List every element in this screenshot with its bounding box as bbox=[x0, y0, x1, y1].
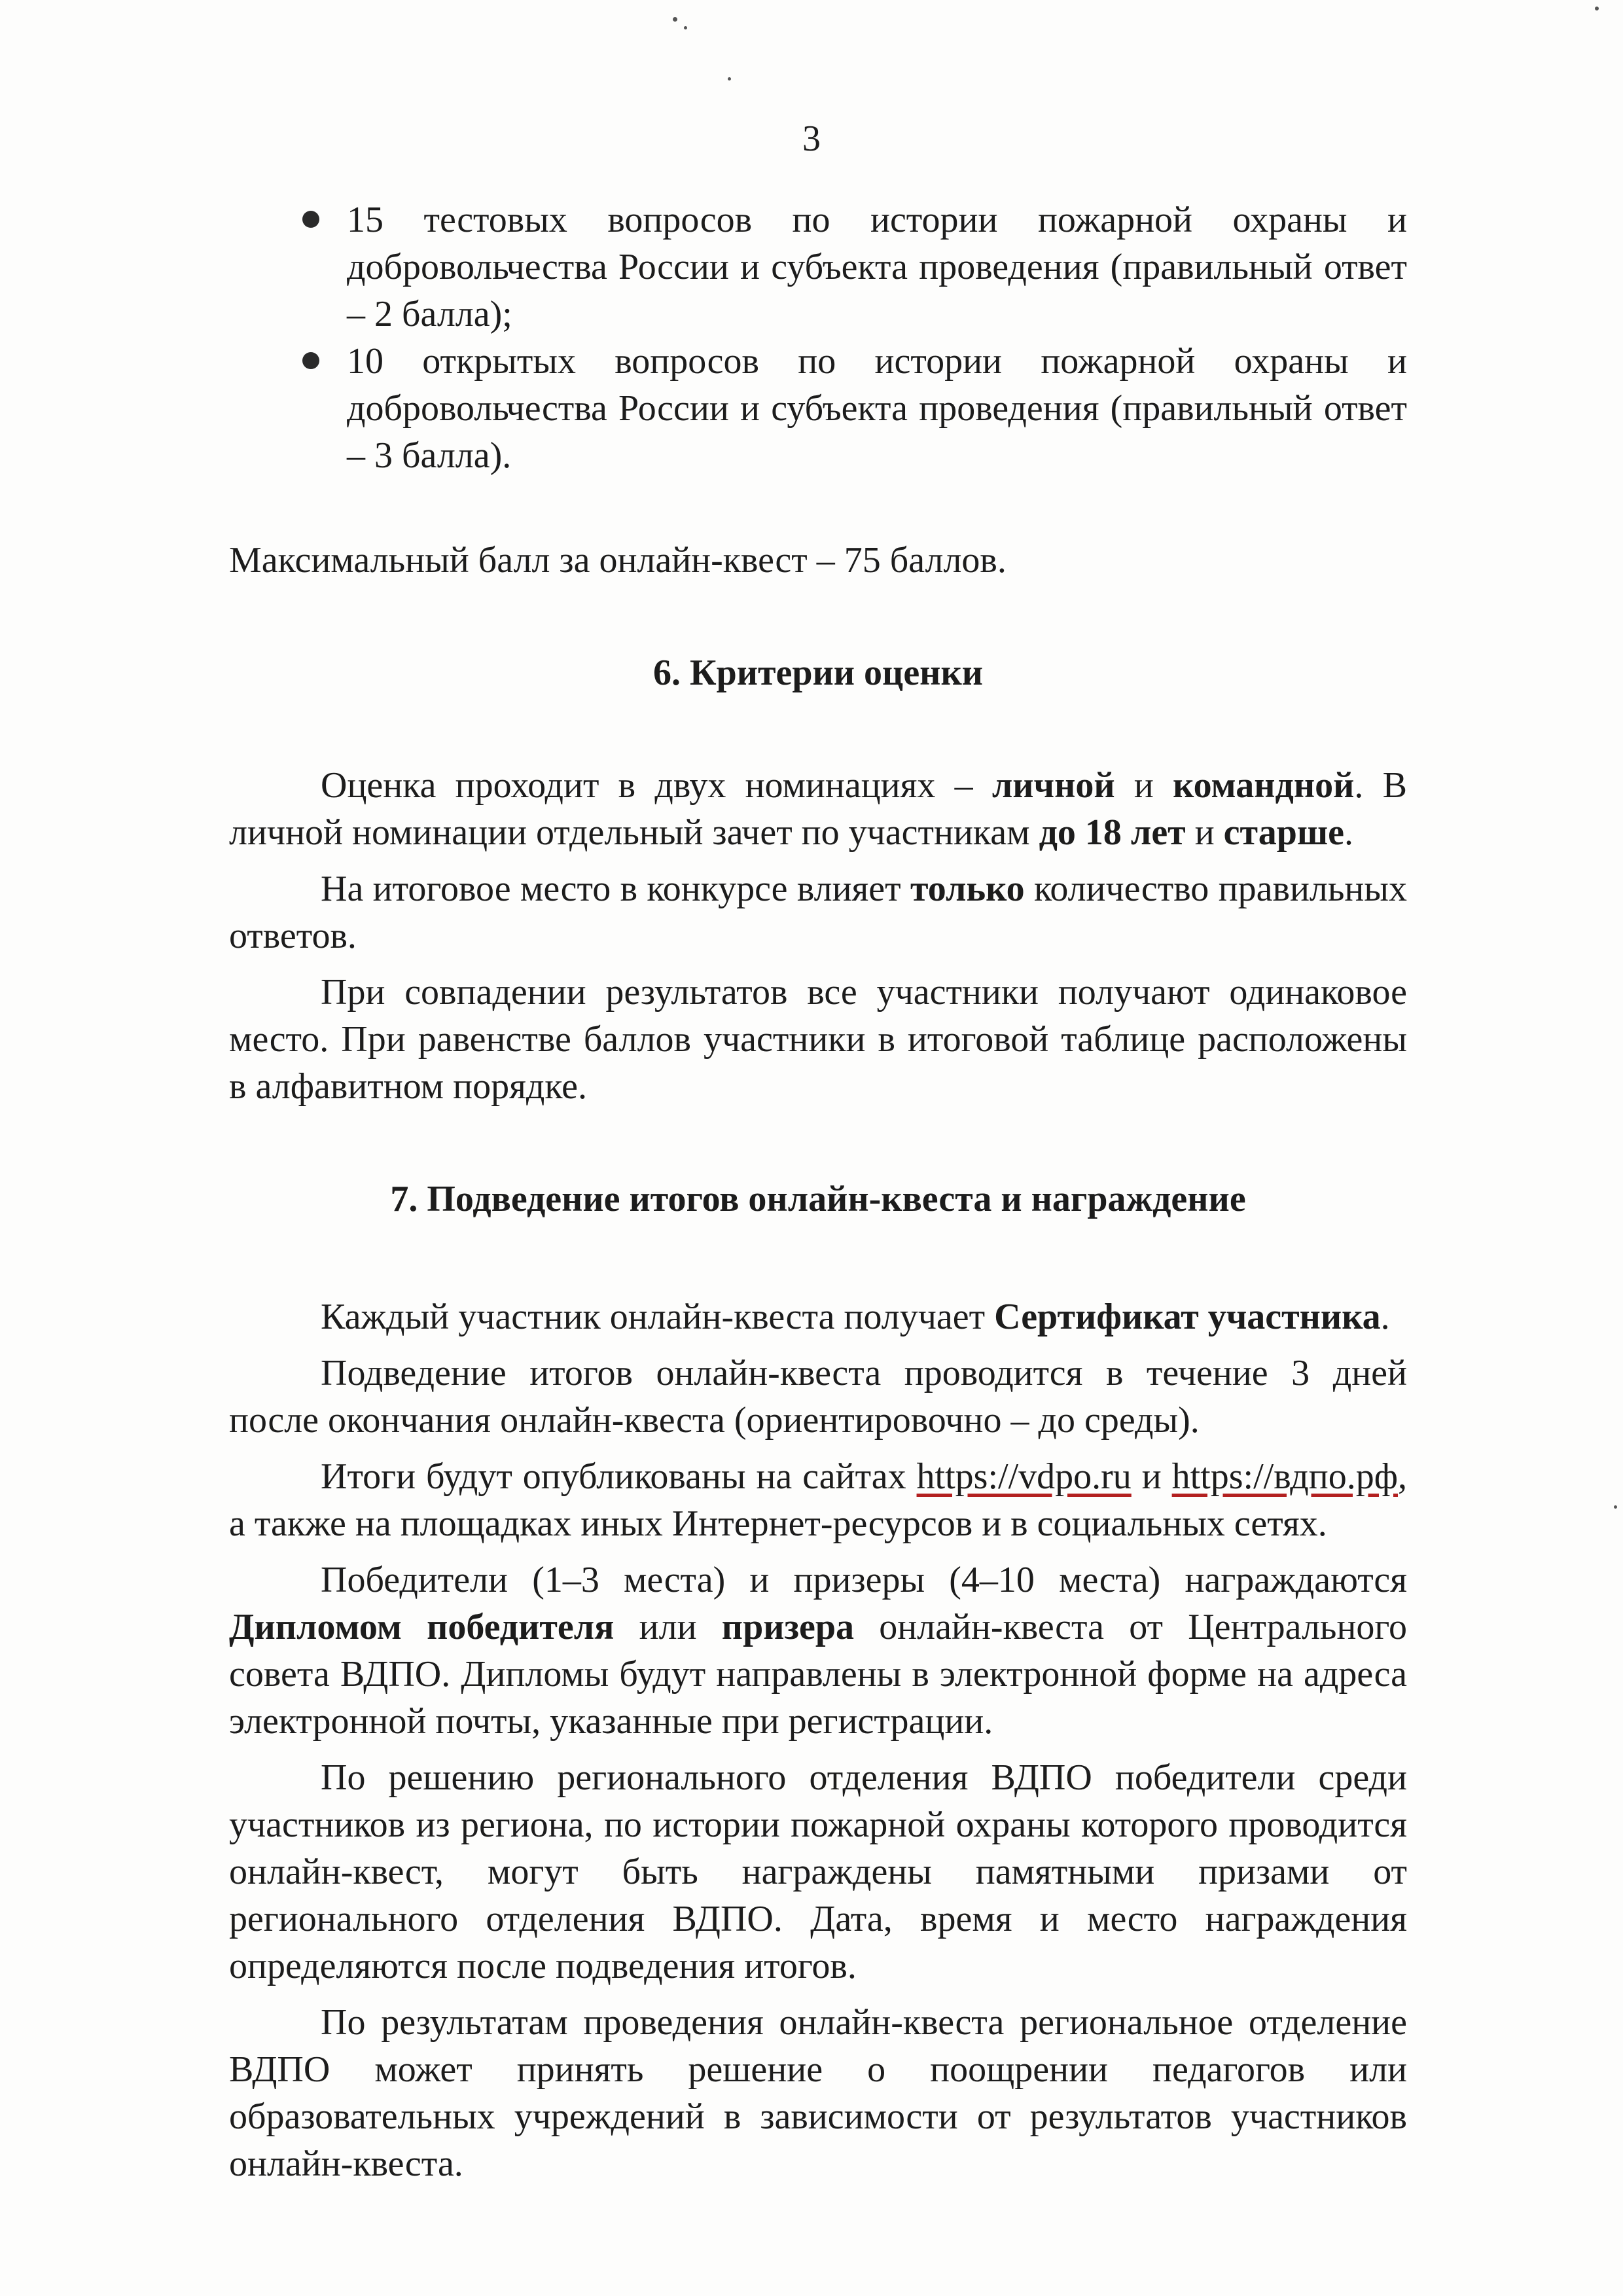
bold-term: призера bbox=[721, 1607, 854, 1647]
tie-paragraph: При совпадении результатов все участники получают одинаковое место. При равенстве баллов участники в итоговой таблице расположены в алфавитном порядке. bbox=[229, 972, 1407, 1107]
bold-term: только bbox=[910, 869, 1025, 909]
list-item bbox=[229, 338, 1407, 479]
max-score-text: Максимальный балл за онлайн-квест – 75 баллов. bbox=[229, 540, 1007, 581]
bold-term: старше bbox=[1223, 812, 1344, 853]
ranking-paragraph: На итоговое место в конкурсе влияет только количество правильных ответов. bbox=[229, 869, 1407, 956]
teacher-encouragement-paragraph: По результатам проведения онлайн-квеста региональное отделение ВДПО может принять решение о поощрении педагогов или образовательных учреждений в зависимости от результатов участников онлайн-квеста. bbox=[229, 2002, 1407, 2184]
bold-term: до 18 лет bbox=[1039, 812, 1186, 853]
awards-paragraph: Победители (1–3 места) и призеры (4–10 места) награждаются Дипломом победителя или призера онлайн-квеста от Центрального совета ВДПО. Дипломы будут направлены в электронной форме на адреса электронной почты, указанные при регистрации. bbox=[229, 1560, 1407, 1742]
bold-term: командной bbox=[1173, 765, 1355, 806]
bullet-icon bbox=[302, 211, 319, 228]
vdpo-ru-link[interactable]: https://vdpo.ru bbox=[916, 1456, 1132, 1497]
scan-speck bbox=[1595, 7, 1599, 10]
vdpo-rf-link[interactable]: https://вдпо.рф bbox=[1171, 1456, 1399, 1497]
bold-term: Сертификат участника bbox=[994, 1297, 1381, 1337]
list-item-text: 10 открытых вопросов по истории пожарной охраны и добровольчества России и субъекта проведения (правильный ответ – 3 балла). bbox=[347, 341, 1407, 476]
list-item bbox=[229, 196, 1407, 338]
section-6-title: 6. Критерии оценки bbox=[653, 653, 983, 693]
list-item-text: 15 тестовых вопросов по истории пожарной охраны и добровольчества России и субъекта проведения (правильный ответ – 2 балла); bbox=[347, 200, 1407, 334]
results-timing-paragraph: Подведение итогов онлайн-квеста проводится в течение 3 дней после окончания онлайн-квеста (ориентировочно – до среды). bbox=[229, 1353, 1407, 1441]
scan-speck bbox=[684, 26, 687, 29]
scan-speck bbox=[728, 77, 731, 81]
page-number: 3 bbox=[802, 118, 821, 159]
bold-term: Дипломом победителя bbox=[229, 1607, 615, 1647]
question-list bbox=[229, 196, 1407, 479]
certificate-paragraph: Каждый участник онлайн-квеста получает Сертификат участника. bbox=[321, 1297, 1390, 1337]
evaluation-paragraph: Оценка проходит в двух номинациях – личной и командной. В личной номинации отдельный зачет по участникам до 18 лет и старше. bbox=[229, 765, 1407, 853]
bullet-icon bbox=[302, 352, 319, 369]
document-body bbox=[229, 111, 1407, 2187]
publication-paragraph: Итоги будут опубликованы на сайтах https://vdpo.ru и https://вдпо.рф, а также на площадках иных Интернет-ресурсов и в социальных сетях. bbox=[229, 1456, 1408, 1544]
bold-term: личной bbox=[991, 765, 1115, 806]
section-7-title: 7. Подведение итогов онлайн-квеста и награждение bbox=[390, 1179, 1246, 1219]
scan-speck bbox=[1614, 1505, 1617, 1509]
regional-prizes-paragraph: По решению регионального отделения ВДПО победители среди участников из региона, по истории пожарной охраны которого проводится онлайн-квест, могут быть награждены памятными призами от регионального отделения ВДПО. Дата, время и место награждения определяются после подведения итогов. bbox=[229, 1757, 1407, 1986]
scan-speck bbox=[673, 17, 677, 22]
